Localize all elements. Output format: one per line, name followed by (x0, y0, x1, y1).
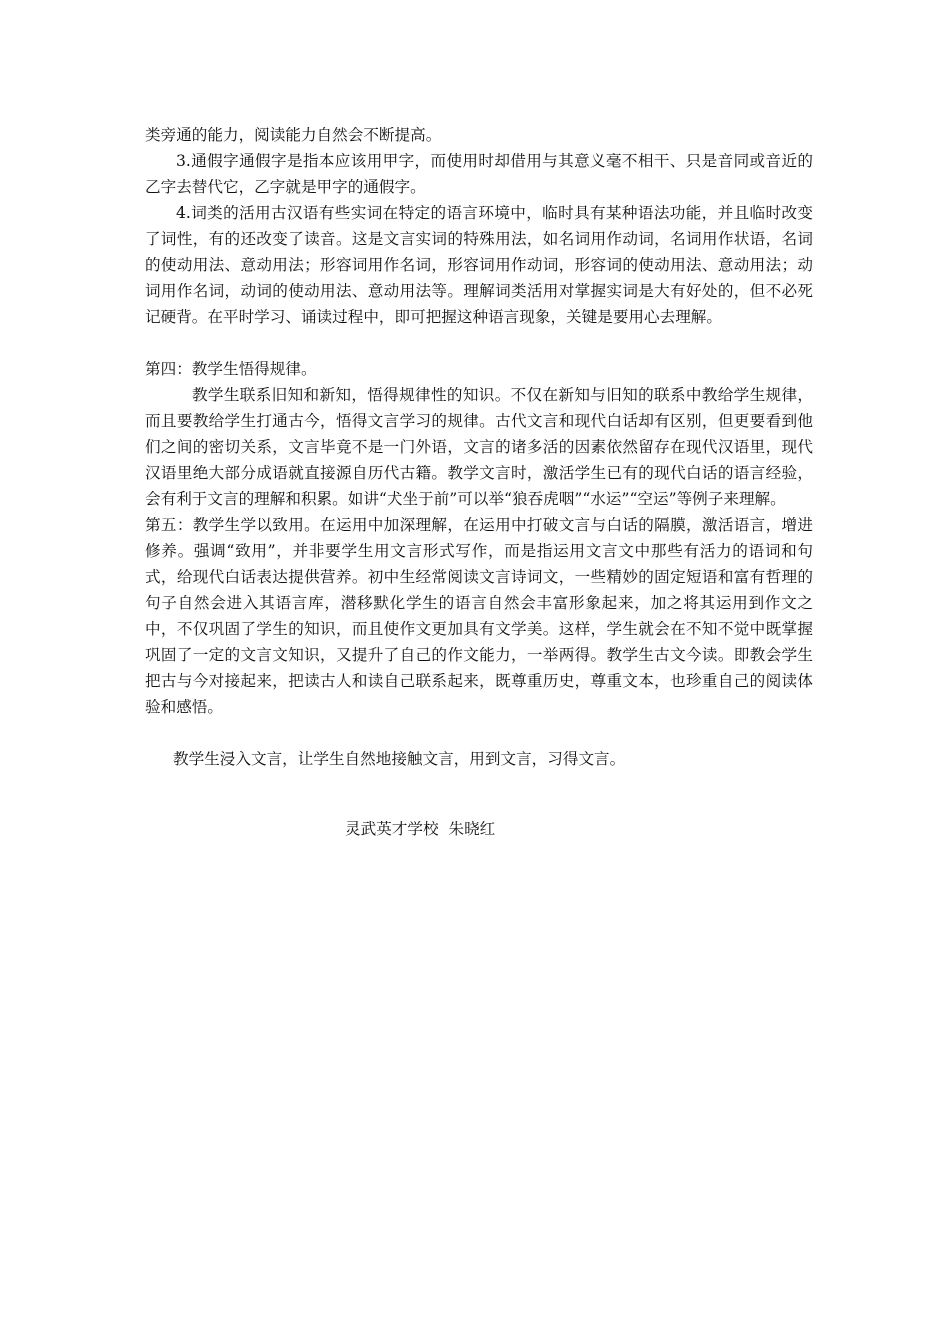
document-page (145, 122, 813, 842)
blank-line (145, 330, 813, 356)
paragraph-section-four: 教学生联系旧知和新知，悟得规律性的知识。不仅在新知与旧知的联系中教给学生规律，而且要教给学生打通古今，悟得文言学习的规律。古代文言和现代白话却有区别，但更要看到他们之间的密切关系，文言毕竟不是一门外语，文言的诸多活的因素依然留存在现代汉语里，现代汉语里绝大部分成语就直接源自历代古籍。教学文言时，激活学生已有的现代白话的语言经验，会有利于文言的理解和积累。如讲“犬坐于前”可以举“狼吞虎咽”“水运”“空运”等例子来理解。 (145, 386, 813, 508)
paragraph-cilei-huoyong: 4.词类的活用古汉语有些实词在特定的语言环境中，临时具有某种语法功能，并且临时改变了词性，有的还改变了读音。这是文言实词的特殊用法，如名词用作动词，名词用作状语，名词的使动用法、意动用法；形容词用作名词，形容词用作动词，形容词的使动用法、意动用法；动词用作名词，动词的使动用法、意动用法等。理解词类活用对掌握实词是大有好处的，但不必死记硬背。在平时学习、诵读过程中，即可把握这种语言现象，关键是要用心去理解。 (145, 204, 813, 326)
paragraph-section-five: 第五：教学生学以致用。在运用中加深理解，在运用中打破文言与白话的隔膜，激活语言，增进修养。强调“致用”，并非要学生用文言形式写作，而是指运用文言文中那些有活力的语词和句式，给现代白话表达提供营养。初中生经常阅读文言诗词文，一些精妙的固定短语和富有哲理的句子自然会进入其语言库，潜移默化学生的语言自然会丰富形象起来，加之将其运用到作文之中，不仅巩固了学生的知识，而且使作文更加具有文学美。这样，学生就会在不知不觉中既掌握巩固了一定的文言文知识，又提升了自己的作文能力，一举两得。教学生古文今读。即教会学生把古与今对接起来，把读古人和读自己联系起来，既尊重历史，尊重文本，也珍重自己的阅读体验和感悟。 (145, 516, 813, 716)
paragraph-tongjiazi: 3.通假字通假字是指本应该用甲字，而使用时却借用与其意义毫不相干、只是音同或音近的乙字去替代它，乙字就是甲字的通假字。 (145, 152, 813, 196)
section-heading-four: 第四：教学生悟得规律。 (145, 360, 317, 378)
blank-line (145, 720, 813, 746)
paragraph-closing: 教学生浸入文言，让学生自然地接触文言，用到文言，习得文言。 (173, 750, 626, 768)
paragraph-continuation: 类旁通的能力，阅读能力自然会不断提高。 (145, 126, 442, 144)
author-signature: 灵武英才学校 朱晓红 (345, 820, 496, 838)
